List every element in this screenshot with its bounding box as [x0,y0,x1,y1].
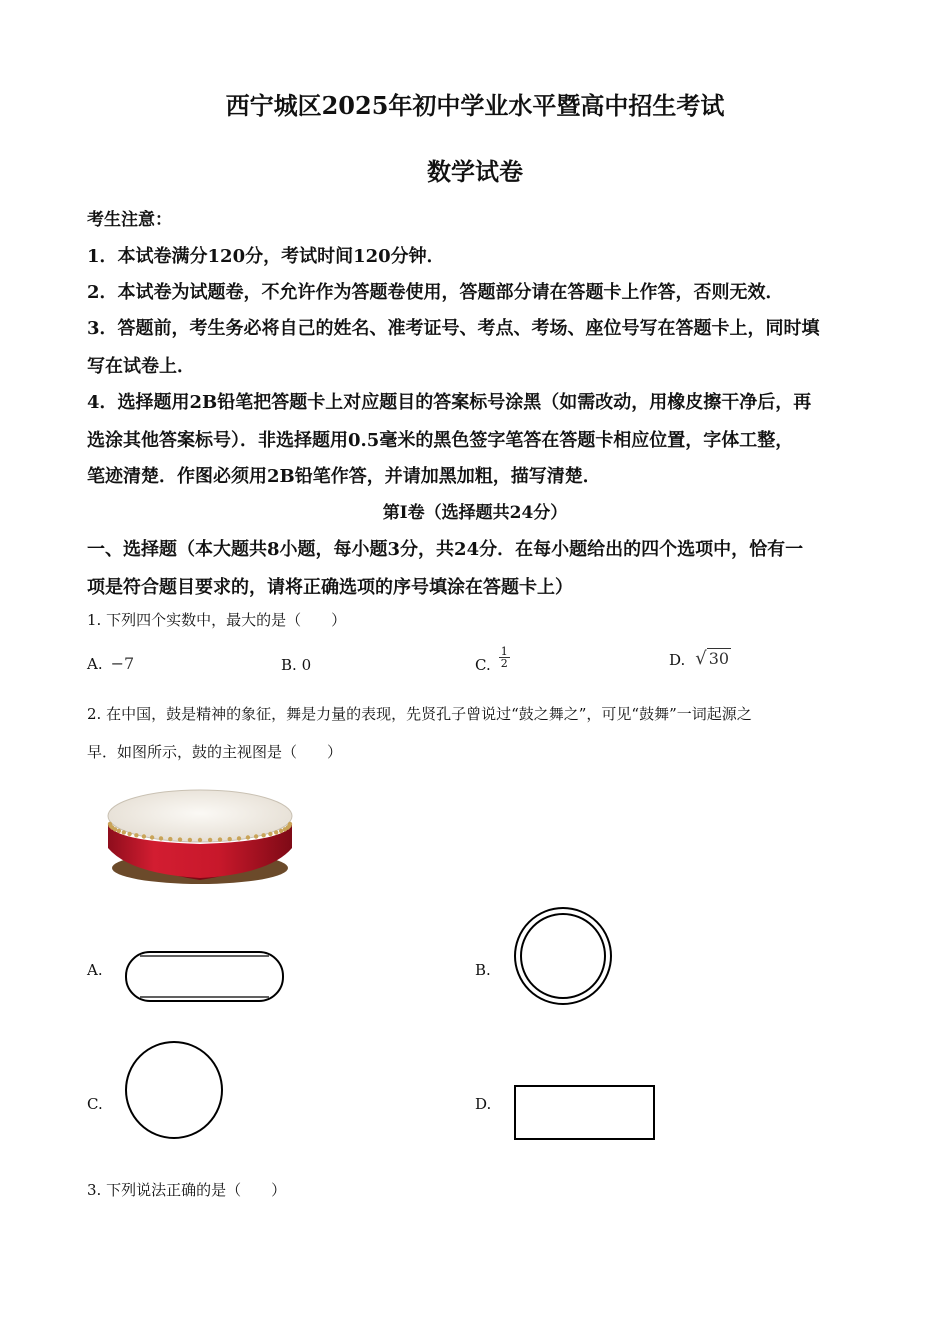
drum-stud [246,835,250,839]
drum-stud [208,838,212,842]
notice-item-3-line-2: 写在试卷上． [87,356,195,377]
q2-stem-line-1: 2. 在中国，鼓是精神的象征，舞是力量的表现，先贤孔子曾说过“鼓之舞之”，可见“鼓舞”一词起源之 [87,705,752,723]
drum-stud [178,837,182,841]
q3-stem: 3. 下列说法正确的是（ ） [87,1181,287,1199]
drum-stud [134,833,138,837]
q1-option-c-fraction [499,646,510,669]
q2-option-a-label[interactable]: A. [87,961,103,979]
q1-option-d-label: D. [669,651,686,669]
drum-stud [159,836,163,840]
volume-title: 第I卷（选择题共24分） [382,503,568,523]
drum-stud [188,838,192,842]
drum-stud [237,836,241,840]
drum-stud [127,832,131,836]
q2-option-a-figure[interactable] [124,950,286,1004]
drum-stud [122,830,126,834]
drum-stud [268,832,272,836]
q2-option-d-figure[interactable] [513,1084,657,1142]
exam-subtitle: 数学试卷 [427,157,523,186]
q1-option-b-label: B. [281,656,297,674]
drum-stud [142,834,146,838]
q1-stem: 1. 下列四个实数中，最大的是（ ） [87,611,347,629]
drum-stud [168,837,172,841]
exam-title: 西宁城区2025年初中学业水平暨高中招生考试 [225,91,725,120]
notice-item-4-line-2: 选涂其他答案标号）．非选择题用0.5毫米的黑色签字笔答在答题卡相应位置，字体工整， [87,430,794,451]
q1-option-d[interactable] [669,648,731,669]
drum-stud [218,837,222,841]
drum-stud [198,838,202,842]
drum-stud [150,835,154,839]
notice-item-3-line-1: 3．答题前，考生务必将自己的姓名、准考证号、考点、考场、座位号写在答题卡上，同时填 [87,318,820,339]
q1-option-c[interactable] [475,640,510,674]
part-instructions-line-1: 一、选择题（本大题共8小题，每小题3分，共24分．在每小题给出的四个选项中，恰有一 [87,539,804,560]
q2-option-c-label[interactable]: C. [87,1095,103,1113]
notice-item-4-line-3: 笔迹清楚．作图必须用2B铅笔作答，并请加黑加粗，描写清楚． [87,466,601,487]
q1-option-d-sqrt [695,648,731,669]
q2-option-b-label[interactable]: B. [475,961,491,979]
sqrt-icon: √ [695,648,707,669]
q1-option-a-label: A. [87,655,103,673]
drum-stud [261,833,265,837]
drum-stud [274,830,278,834]
q1-option-b[interactable] [281,656,311,674]
drum-stud [117,829,121,833]
drum-stud [113,827,117,831]
drum-image [100,786,300,886]
drum-stud [228,837,232,841]
q1-option-c-denominator: 2 [500,656,508,670]
q2-option-b-figure[interactable] [512,905,614,1007]
notice-heading: 考生注意： [87,210,172,230]
notice-item-2: 2．本试卷为试题卷，不允许作为答题卷使用，答题部分请在答题卡上作答，否则无效． [87,282,784,303]
notice-item-1: 1．本试卷满分120分，考试时间120分钟． [87,246,445,267]
drum-stud [279,829,283,833]
q2-option-d-label[interactable]: D. [475,1095,492,1113]
q2-option-c-figure[interactable] [122,1040,228,1142]
q1-option-a[interactable] [87,654,134,673]
part-instructions-line-2: 项是符合题目要求的，请将正确选项的序号填涂在答题卡上） [87,577,573,598]
drum-stud [254,834,258,838]
q1-option-d-radicand: 30 [708,649,730,668]
q1-option-c-label: C. [475,656,491,674]
notice-item-4-line-1: 4．选择题用2B铅笔把答题卡上对应题目的答案标号涂黑（如需改动，用橡皮擦干净后，再 [87,392,812,413]
q1-option-b-value: 0 [301,656,312,674]
q2-stem-line-2: 早．如图所示，鼓的主视图是（ ） [87,743,343,761]
drum-stud [288,822,292,826]
q1-option-c-numerator: 1 [500,644,508,658]
q1-option-a-value: −7 [110,654,135,673]
